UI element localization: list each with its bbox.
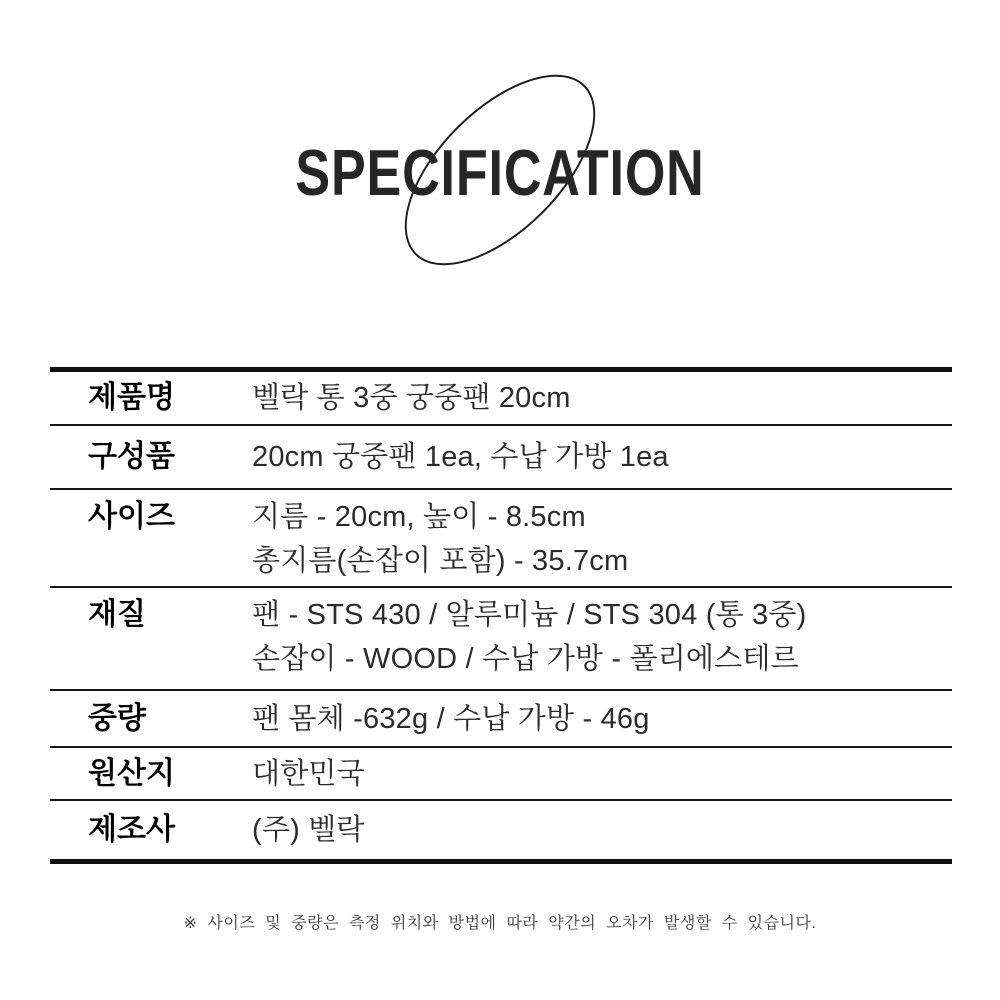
- row-value: [252, 495, 628, 583]
- value-line: 팬 - STS 430 / 알루미늄 / STS 304 (통 3중): [252, 599, 807, 631]
- value-line: 대한민국: [252, 757, 365, 790]
- hero-section: [0, 0, 1000, 367]
- row-label: 사이즈: [88, 500, 175, 533]
- spec-table: [50, 367, 952, 864]
- footnote: ※ 사이즈 및 중량은 측정 위치와 방법에 따라 약간의 오차가 발생할 수 있습니다.: [183, 915, 817, 932]
- table-row-origin: [50, 748, 952, 801]
- value-line: 손잡이 - WOOD / 수납 가방 - 폴리에스테르: [252, 643, 799, 675]
- value-line: 총지름(손잡이 포함) - 35.7cm: [252, 545, 629, 577]
- row-value: [252, 593, 806, 681]
- table-row-manufacturer: [50, 801, 952, 859]
- row-value: [252, 697, 650, 741]
- row-label: 재질: [88, 598, 146, 631]
- row-value: [252, 752, 365, 796]
- value-line: (주) 벨락: [252, 814, 365, 846]
- value-line: 20cm 궁중팬 1ea, 수납 가방 1ea: [252, 441, 669, 473]
- value-line: 지름 - 20cm, 높이 - 8.5cm: [252, 501, 586, 533]
- table-row-product-name: [50, 372, 952, 426]
- row-label: 제조사: [88, 813, 175, 846]
- table-row-size: [50, 490, 952, 588]
- value-line: 벨락 통 3중 궁중팬 20cm: [252, 382, 571, 414]
- table-row-weight: [50, 691, 952, 748]
- row-label: 제품명: [88, 381, 175, 414]
- row-value: [252, 376, 571, 420]
- row-value: [252, 808, 365, 852]
- row-label: 중량: [88, 701, 146, 735]
- row-label: 구성품: [88, 440, 175, 473]
- row-label: 원산지: [88, 756, 175, 790]
- value-line: 팬 몸체 -632g / 수납 가방 - 46g: [252, 702, 650, 735]
- table-row-components: [50, 426, 952, 490]
- page-title: SPECIFICATION: [295, 137, 705, 210]
- row-value: [252, 435, 669, 479]
- table-row-material: [50, 588, 952, 691]
